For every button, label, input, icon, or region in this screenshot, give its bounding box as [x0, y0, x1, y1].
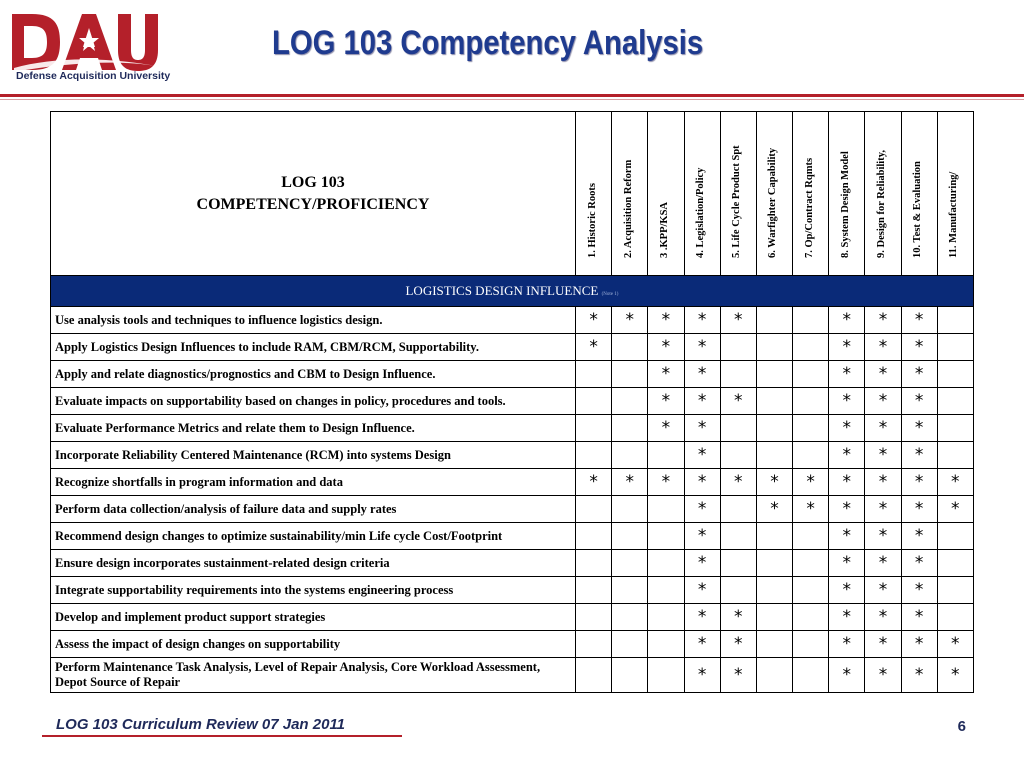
competency-mark: * — [829, 307, 865, 334]
competency-mark — [793, 658, 829, 693]
section-row — [51, 276, 974, 307]
competency-mark — [612, 334, 648, 361]
competency-mark — [756, 577, 792, 604]
competency-mark: * — [720, 469, 756, 496]
competency-mark: * — [720, 658, 756, 693]
competency-mark: * — [901, 307, 937, 334]
competency-mark: * — [684, 631, 720, 658]
competency-mark — [937, 361, 973, 388]
competency-mark: * — [576, 307, 612, 334]
competency-mark: * — [865, 334, 901, 361]
competency-mark: * — [865, 361, 901, 388]
footer-divider — [42, 735, 402, 737]
competency-mark: * — [756, 496, 792, 523]
competency-mark — [648, 442, 684, 469]
competency-mark: * — [612, 307, 648, 334]
competency-mark: * — [612, 469, 648, 496]
competency-mark — [937, 388, 973, 415]
competency-label: Apply Logistics Design Influences to include RAM, CBM/RCM, Supportability. — [51, 334, 576, 361]
competency-mark: * — [865, 550, 901, 577]
competency-label: Incorporate Reliability Centered Maintenance (RCM) into systems Design — [51, 442, 576, 469]
competency-mark — [648, 523, 684, 550]
competency-mark — [612, 496, 648, 523]
competency-mark: * — [829, 415, 865, 442]
competency-mark: * — [937, 496, 973, 523]
competency-mark — [576, 577, 612, 604]
competency-mark: * — [684, 334, 720, 361]
competency-mark: * — [937, 658, 973, 693]
table-row — [51, 361, 974, 388]
competency-mark: * — [829, 469, 865, 496]
competency-mark — [793, 523, 829, 550]
header-divider-thin — [0, 99, 1024, 100]
competency-label: Ensure design incorporates sustainment-related design criteria — [51, 550, 576, 577]
competency-mark — [756, 415, 792, 442]
competency-mark: * — [865, 388, 901, 415]
competency-mark: * — [829, 388, 865, 415]
competency-mark — [720, 496, 756, 523]
competency-mark: * — [865, 631, 901, 658]
competency-mark — [576, 523, 612, 550]
competency-mark: * — [648, 388, 684, 415]
competency-mark — [576, 550, 612, 577]
competency-mark: * — [576, 469, 612, 496]
table-row — [51, 307, 974, 334]
competency-mark: * — [901, 658, 937, 693]
column-header: 11. Manufacturing/ — [937, 112, 973, 276]
competency-label: Assess the impact of design changes on supportability — [51, 631, 576, 658]
header-divider — [0, 94, 1024, 97]
competency-label: Evaluate Performance Metrics and relate them to Design Influence. — [51, 415, 576, 442]
competency-mark — [612, 631, 648, 658]
competency-mark: * — [684, 577, 720, 604]
competency-mark: * — [901, 523, 937, 550]
competency-mark: * — [901, 496, 937, 523]
competency-mark: * — [829, 550, 865, 577]
competency-mark: * — [720, 388, 756, 415]
competency-label: Perform data collection/analysis of failure data and supply rates — [51, 496, 576, 523]
competency-mark — [793, 604, 829, 631]
competency-mark — [793, 631, 829, 658]
competency-mark — [720, 361, 756, 388]
competency-mark: * — [648, 415, 684, 442]
competency-mark — [756, 307, 792, 334]
competency-mark: * — [684, 388, 720, 415]
table-row — [51, 442, 974, 469]
competency-mark — [576, 415, 612, 442]
competency-table — [50, 111, 974, 693]
competency-mark — [612, 388, 648, 415]
competency-mark — [648, 550, 684, 577]
competency-label: Apply and relate diagnostics/prognostics and CBM to Design Influence. — [51, 361, 576, 388]
competency-mark — [756, 550, 792, 577]
table-row — [51, 388, 974, 415]
competency-mark: * — [901, 577, 937, 604]
competency-mark: * — [865, 496, 901, 523]
column-header: 1. Historic Roots — [576, 112, 612, 276]
competency-label: Evaluate impacts on supportability based on changes in policy, procedures and tools. — [51, 388, 576, 415]
table-row — [51, 334, 974, 361]
column-header: 3 .KPP/KSA — [648, 112, 684, 276]
table-row — [51, 604, 974, 631]
competency-mark — [576, 496, 612, 523]
footer-text: LOG 103 Curriculum Review 07 Jan 2011 — [56, 716, 346, 733]
competency-mark — [648, 577, 684, 604]
competency-mark — [576, 442, 612, 469]
column-header: 8. System Design Model — [829, 112, 865, 276]
competency-mark: * — [684, 361, 720, 388]
competency-mark — [937, 604, 973, 631]
competency-mark: * — [684, 658, 720, 693]
competency-mark — [648, 604, 684, 631]
competency-mark: * — [648, 361, 684, 388]
competency-label: Recommend design changes to optimize sustainability/min Life cycle Cost/Footprint — [51, 523, 576, 550]
competency-mark: * — [720, 307, 756, 334]
table-row — [51, 496, 974, 523]
competency-mark: * — [901, 361, 937, 388]
table-row — [51, 658, 974, 693]
competency-mark: * — [865, 658, 901, 693]
competency-mark — [756, 388, 792, 415]
competency-mark: * — [793, 469, 829, 496]
competency-mark: * — [829, 604, 865, 631]
logo-caption: Defense Acquisition University — [16, 70, 171, 82]
competency-mark — [720, 550, 756, 577]
competency-mark: * — [648, 307, 684, 334]
competency-header — [51, 112, 576, 276]
competency-mark: * — [829, 361, 865, 388]
competency-mark: * — [865, 577, 901, 604]
competency-mark — [720, 442, 756, 469]
competency-mark: * — [829, 631, 865, 658]
slide-title: LOG 103 Competency Analysis — [272, 24, 704, 62]
competency-mark — [756, 523, 792, 550]
competency-mark — [612, 442, 648, 469]
competency-mark: * — [829, 577, 865, 604]
competency-mark — [937, 415, 973, 442]
competency-label: Recognize shortfalls in program information and data — [51, 469, 576, 496]
column-header: 10. Test & Evaluation — [901, 112, 937, 276]
competency-mark — [937, 550, 973, 577]
competency-mark — [612, 523, 648, 550]
competency-mark: * — [684, 496, 720, 523]
competency-mark: * — [829, 442, 865, 469]
competency-mark — [793, 415, 829, 442]
competency-mark — [937, 442, 973, 469]
competency-mark — [756, 442, 792, 469]
competency-mark — [756, 604, 792, 631]
column-header: 5. Life Cycle Product Spt — [720, 112, 756, 276]
competency-mark: * — [720, 631, 756, 658]
competency-mark — [576, 631, 612, 658]
competency-mark: * — [865, 307, 901, 334]
column-header: 9. Design for Reliability, — [865, 112, 901, 276]
competency-mark — [937, 307, 973, 334]
table-row — [51, 550, 974, 577]
table-header-row — [51, 112, 974, 276]
competency-mark — [612, 415, 648, 442]
competency-mark: * — [901, 334, 937, 361]
table-row — [51, 469, 974, 496]
competency-mark — [720, 415, 756, 442]
competency-header-line2: COMPETENCY/PROFICIENCY — [196, 195, 430, 213]
competency-mark — [612, 604, 648, 631]
competency-mark — [756, 658, 792, 693]
table-row — [51, 415, 974, 442]
competency-mark: * — [829, 334, 865, 361]
competency-mark — [756, 334, 792, 361]
competency-mark — [720, 523, 756, 550]
competency-mark: * — [865, 523, 901, 550]
column-header: 6. Warfighter Capability — [756, 112, 792, 276]
competency-mark — [793, 361, 829, 388]
competency-mark — [720, 577, 756, 604]
competency-mark: * — [684, 307, 720, 334]
competency-mark: * — [901, 415, 937, 442]
competency-mark: * — [756, 469, 792, 496]
competency-mark: * — [901, 388, 937, 415]
competency-mark — [937, 577, 973, 604]
competency-mark: * — [865, 442, 901, 469]
section-note: (Note 1) — [601, 292, 619, 297]
competency-mark: * — [720, 604, 756, 631]
competency-mark — [648, 658, 684, 693]
competency-mark: * — [793, 496, 829, 523]
page-number: 6 — [957, 718, 966, 735]
competency-mark: * — [829, 658, 865, 693]
competency-mark — [793, 577, 829, 604]
table-body — [51, 276, 974, 693]
competency-mark: * — [684, 550, 720, 577]
competency-mark: * — [937, 469, 973, 496]
competency-mark — [793, 550, 829, 577]
competency-label: Perform Maintenance Task Analysis, Level of Repair Analysis, Core Workload Assessment, Depot Source of Repair — [51, 658, 576, 693]
competency-mark: * — [684, 523, 720, 550]
competency-mark: * — [901, 631, 937, 658]
competency-mark — [612, 577, 648, 604]
competency-mark: * — [648, 469, 684, 496]
competency-mark — [612, 361, 648, 388]
competency-mark: * — [901, 442, 937, 469]
competency-label: Develop and implement product support strategies — [51, 604, 576, 631]
competency-mark: * — [684, 442, 720, 469]
competency-mark — [576, 361, 612, 388]
competency-mark — [576, 604, 612, 631]
table-row — [51, 631, 974, 658]
competency-mark — [576, 658, 612, 693]
competency-mark: * — [901, 469, 937, 496]
competency-mark — [793, 307, 829, 334]
competency-label: Integrate supportability requirements into the systems engineering process — [51, 577, 576, 604]
competency-mark: * — [684, 469, 720, 496]
competency-mark — [793, 442, 829, 469]
section-title: LOGISTICS DESIGN INFLUENCE — [405, 283, 599, 298]
competency-mark: * — [865, 469, 901, 496]
competency-mark: * — [684, 415, 720, 442]
competency-header-line1: LOG 103 — [281, 173, 345, 191]
competency-mark — [793, 334, 829, 361]
competency-mark — [648, 631, 684, 658]
competency-mark: * — [937, 631, 973, 658]
competency-mark — [720, 334, 756, 361]
section-label — [51, 276, 974, 307]
competency-mark — [648, 496, 684, 523]
competency-mark — [793, 388, 829, 415]
column-header: 7. Op/Contract Rqmts — [793, 112, 829, 276]
competency-mark — [756, 361, 792, 388]
competency-mark: * — [648, 334, 684, 361]
column-header: 2. Acquisition Reform — [612, 112, 648, 276]
competency-label: Use analysis tools and techniques to influence logistics design. — [51, 307, 576, 334]
competency-mark — [937, 523, 973, 550]
competency-mark — [612, 550, 648, 577]
competency-mark: * — [865, 415, 901, 442]
column-header: 4. Legislation/Policy — [684, 112, 720, 276]
competency-mark: * — [901, 604, 937, 631]
competency-mark: * — [829, 523, 865, 550]
competency-mark: * — [901, 550, 937, 577]
table-row — [51, 523, 974, 550]
competency-mark — [756, 631, 792, 658]
competency-mark: * — [684, 604, 720, 631]
table-row — [51, 577, 974, 604]
competency-mark: * — [829, 496, 865, 523]
competency-mark: * — [865, 604, 901, 631]
competency-mark — [576, 388, 612, 415]
competency-mark: * — [576, 334, 612, 361]
competency-mark — [612, 658, 648, 693]
competency-mark — [937, 334, 973, 361]
